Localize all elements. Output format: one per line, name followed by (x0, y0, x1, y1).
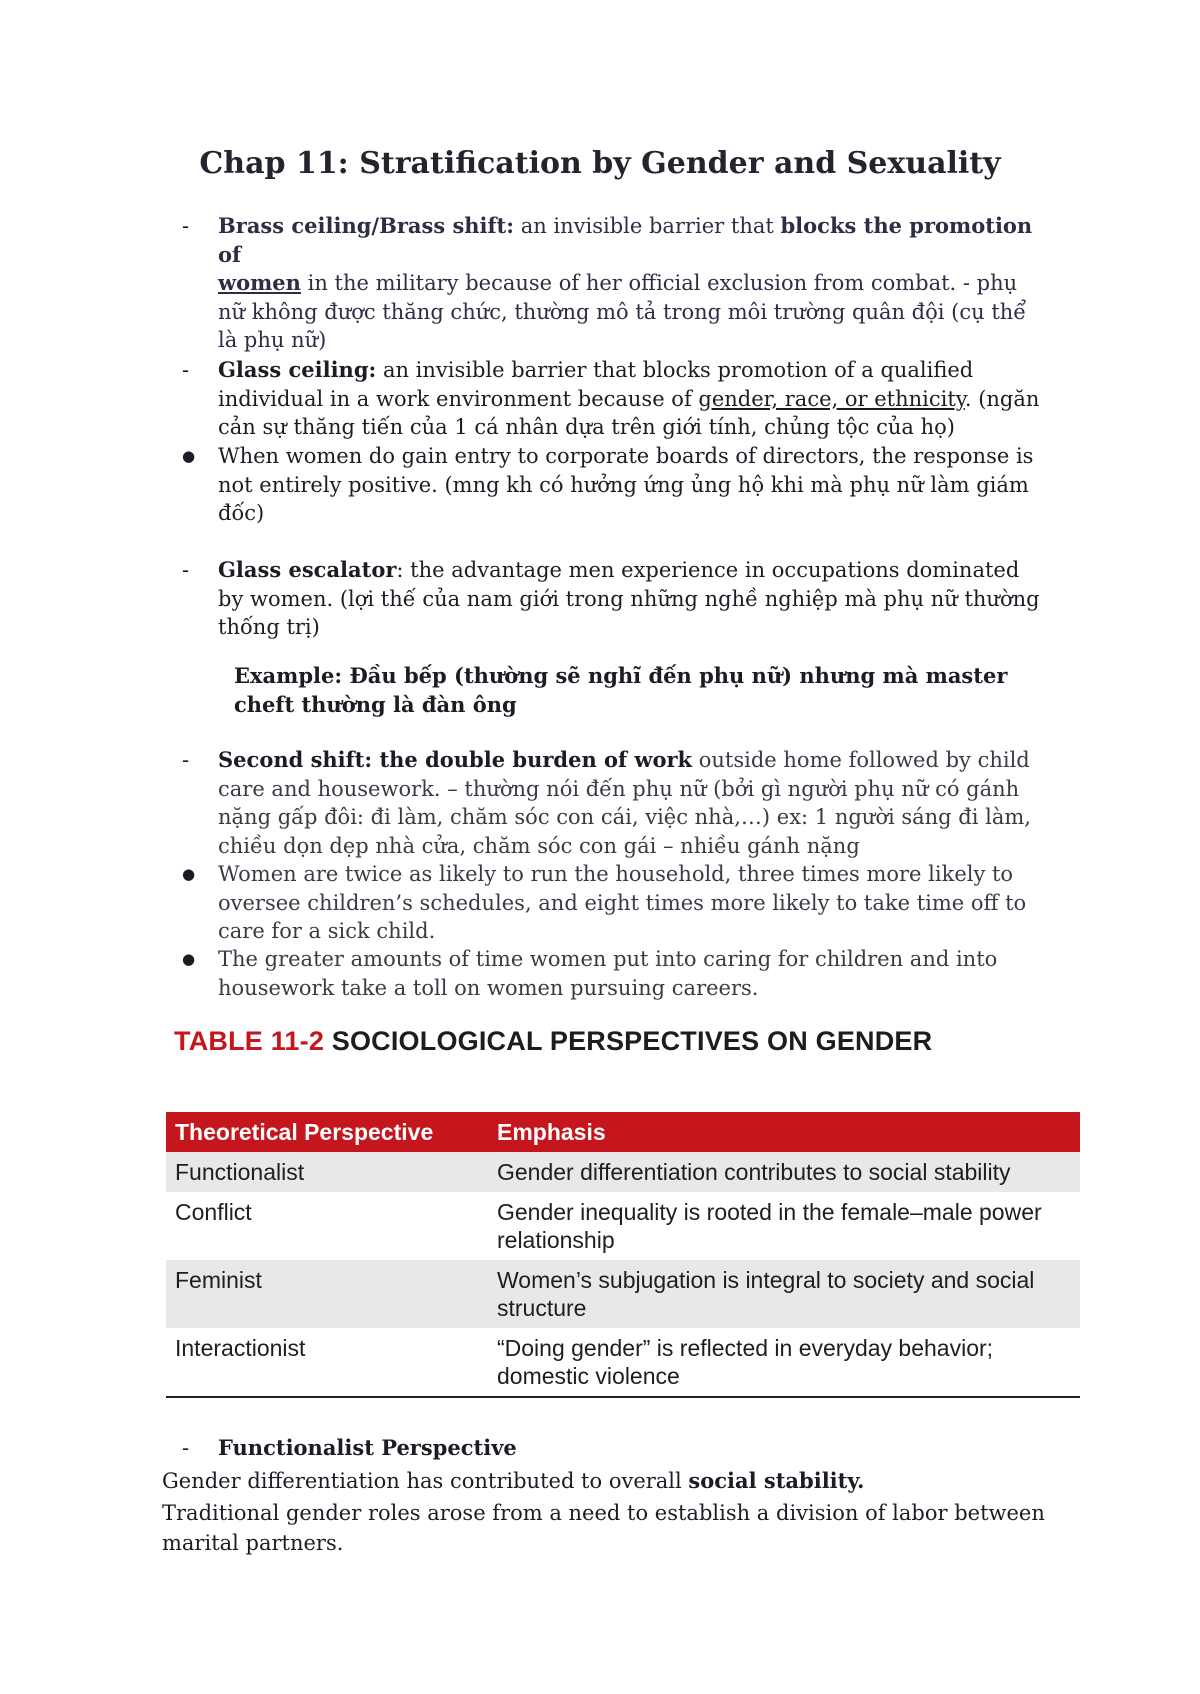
dash-marker: - (182, 558, 190, 582)
table-title (174, 1026, 932, 1057)
bullet-marker: ● (182, 447, 196, 465)
table-header-emphasis: Emphasis (488, 1112, 1080, 1152)
dash-marker: - (182, 358, 190, 382)
second-shift-bullet-2: The greater amounts of time women put into caring for children and into housework take a toll on women pursuing careers. (218, 947, 998, 1000)
emphasis-cell: Women’s subjugation is integral to society and social structure (488, 1260, 1080, 1328)
brass-ceiling-text2: in the military because of her official exclusion from combat. - phụ nữ không được thăng chức, thường mô tả trong môi trường quân đội (cụ thể là phụ nữ) (218, 271, 1027, 352)
table-row (166, 1260, 1080, 1328)
functionalist-p1-bold: social stability. (688, 1468, 865, 1493)
example-text: Example: Đầu bếp (thường sẽ nghĩ đến phụ nữ) nhưng mà master cheft thường là đàn ông (234, 663, 1008, 717)
table-header-row (166, 1112, 1080, 1152)
bullet-marker: ● (182, 865, 196, 883)
emphasis-cell: Gender differentiation contributes to social stability (488, 1152, 1080, 1192)
glass-escalator-item (218, 556, 1048, 642)
brass-ceiling-item (218, 212, 1048, 355)
second-shift-term: Second shift: the double burden of work (218, 747, 693, 772)
table-row (166, 1152, 1080, 1192)
brass-ceiling-text: an invisible barrier that (514, 214, 781, 238)
second-shift-text: outside home followed by child care and housework. – thường nói đến phụ nữ (bởi gì người phụ nữ có gánh nặng gấp đôi: đi làm, chăm sóc con cái, việc nhà,…) ex: 1 người sáng đi làm, chiều dọn dẹp nhà cửa, chăm sóc con gái – nhiều gánh nặng (218, 748, 1031, 858)
glass-ceiling-text2: . (ngăn cản sự thăng tiến của 1 cá nhân dựa trên giới tính, chủng tộc của họ) (218, 386, 1040, 439)
dash-marker: - (182, 1436, 190, 1460)
emphasis-cell: Gender inequality is rooted in the female–male power relationship (497, 1199, 1042, 1253)
perspective-cell: Functionalist (166, 1152, 488, 1192)
brass-ceiling-term: Brass ceiling/Brass shift: (218, 213, 515, 238)
second-shift-item (218, 746, 1048, 860)
table-row (166, 1328, 1080, 1397)
glass-ceiling-bullet: When women do gain entry to corporate boards of directors, the response is not entirely positive. (mng kh có hưởng ứng ủng hộ khi mà phụ nữ làm giám đốc) (218, 444, 1034, 525)
functionalist-heading-item (218, 1434, 1048, 1463)
glass-ceiling-term: Glass ceiling: (218, 357, 377, 382)
functionalist-p1-text: Gender differentiation has contributed to overall (162, 1469, 689, 1493)
glass-ceiling-underlined: gender, race, or ethnicity (698, 386, 965, 411)
glass-escalator-term: Glass escalator (218, 557, 397, 582)
table-header-perspective: Theoretical Perspective (166, 1112, 488, 1152)
emphasis-cell: “Doing gender” is reflected in everyday behavior; domestic violence (488, 1328, 1080, 1397)
glass-ceiling-item (218, 356, 1048, 442)
functionalist-paragraph-1 (162, 1466, 1062, 1496)
functionalist-paragraph-2: Traditional gender roles arose from a need to establish a division of labor between marital partners. (162, 1501, 1045, 1555)
perspective-cell: Interactionist (166, 1328, 488, 1397)
perspective-cell: Conflict (175, 1199, 252, 1225)
dash-marker: - (182, 214, 190, 238)
dash-marker: - (182, 748, 190, 772)
perspective-cell: Feminist (166, 1260, 488, 1328)
table-title-text: SOCIOLOGICAL PERSPECTIVES ON GENDER (324, 1026, 933, 1056)
perspectives-table (166, 1112, 1080, 1398)
second-shift-bullet-1: Women are twice as likely to run the household, three times more likely to oversee children’s schedules, and eight times more likely to take time off to care for a sick child. (218, 862, 1027, 943)
table-number: TABLE 11-2 (174, 1026, 325, 1056)
page-title: Chap 11: Stratification by Gender and Sexuality (199, 146, 1001, 181)
bullet-marker: ● (182, 950, 196, 968)
functionalist-heading: Functionalist Perspective (218, 1435, 517, 1460)
brass-ceiling-bold: blocks the promotion of (218, 213, 1033, 267)
glass-ceiling-text: an invisible barrier that blocks promotion of a qualified individual in a work environment because of (218, 358, 974, 411)
table-row (166, 1192, 1080, 1260)
brass-ceiling-women: women (218, 270, 301, 295)
glass-escalator-text: : the advantage men experience in occupations dominated by women. (lợi thế của nam giới trong những nghề nghiệp mà phụ nữ thường thống trị) (218, 558, 1040, 639)
